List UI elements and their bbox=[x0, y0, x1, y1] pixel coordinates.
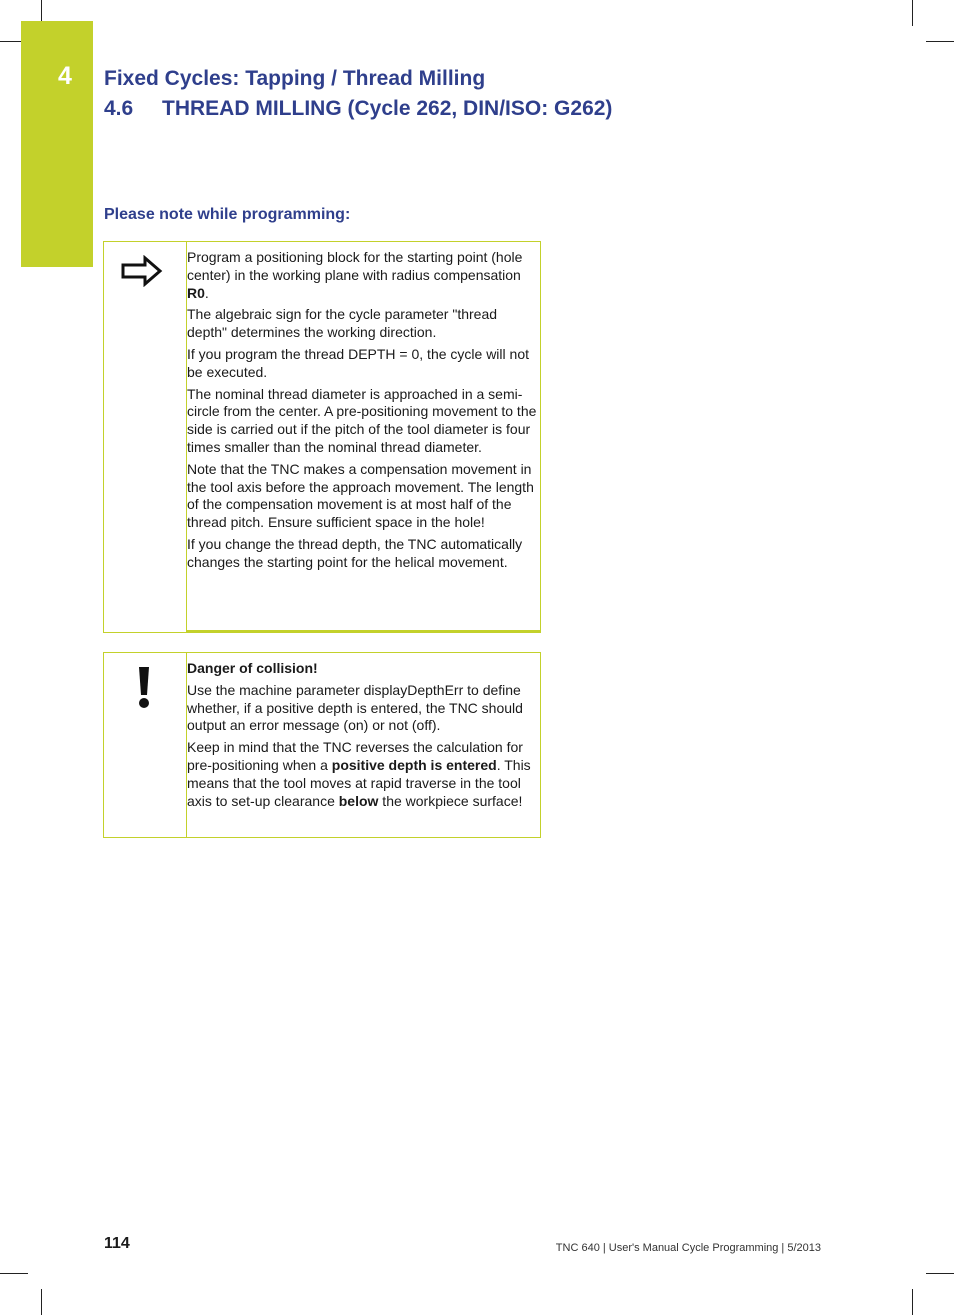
note-paragraph bbox=[187, 249, 537, 302]
divider bbox=[186, 630, 540, 633]
note-text bbox=[187, 249, 537, 576]
exclamation-icon bbox=[134, 665, 154, 716]
footer-text: TNC 640 | User's Manual Cycle Programming | 5/2013 bbox=[555, 1242, 821, 1254]
section-number: 4.6 bbox=[104, 97, 134, 120]
warning-paragraph bbox=[187, 739, 537, 810]
note-paragraph: The algebraic sign for the cycle parameter "thread depth" determines the working direction. bbox=[187, 306, 498, 341]
note-paragraph: If you program the thread DEPTH = 0, the cycle will not be executed. bbox=[187, 345, 529, 380]
warning-title-text: Danger of collision! bbox=[187, 660, 318, 676]
note-text-run: Program a positioning block for the starting point (hole center) in the working plane with radius compensation bbox=[187, 249, 523, 283]
warning-text bbox=[187, 660, 537, 814]
note-paragraph: If you change the thread depth, the TNC automatically changes the starting point for the helical movement. bbox=[187, 535, 523, 570]
crop-mark bbox=[0, 1273, 28, 1274]
warning-bold-run: below bbox=[338, 792, 379, 809]
chapter-tab bbox=[21, 21, 93, 267]
warning-text-run: . This means that the tool moves at rapid traverse in the tool axis to set-up clearance bbox=[187, 756, 531, 809]
section-title-text: THREAD MILLING (Cycle 262, DIN/ISO: G262) bbox=[162, 97, 613, 120]
section-title bbox=[104, 97, 612, 121]
page-number: 114 bbox=[104, 1235, 130, 1252]
note-bold-run: R0 bbox=[187, 284, 205, 301]
warning-box bbox=[103, 652, 541, 838]
crop-mark bbox=[926, 41, 954, 42]
chapter-number: 4 bbox=[58, 62, 72, 90]
warning-title bbox=[187, 660, 537, 678]
warning-text-run: the workpiece surface! bbox=[378, 792, 523, 809]
crop-mark bbox=[912, 1289, 913, 1315]
arrow-right-icon bbox=[120, 255, 164, 292]
crop-mark bbox=[926, 1273, 954, 1274]
crop-mark bbox=[41, 1289, 42, 1315]
subheading: Please note while programming: bbox=[104, 206, 351, 223]
warning-text-run: Keep in mind that the TNC reverses the calculation for pre-positioning when a bbox=[187, 739, 523, 773]
note-text-run: . bbox=[204, 284, 209, 301]
chapter-title: Fixed Cycles: Tapping / Thread Milling bbox=[104, 67, 486, 90]
note-box bbox=[103, 241, 541, 633]
crop-mark bbox=[912, 0, 913, 26]
note-paragraph: Note that the TNC makes a compensation movement in the tool axis before the approach movement. The length of the compensation movement is at most half of the thread pitch. Ensure sufficient space in the hole! bbox=[187, 460, 534, 531]
warning-paragraph: Use the machine parameter displayDepthErr to define whether, if a positive depth is entered, the TNC should output an error message (on) or not (off). bbox=[187, 681, 523, 734]
warning-bold-run: positive depth is entered bbox=[331, 756, 497, 773]
note-paragraph: The nominal thread diameter is approached in a semi-circle from the center. A pre-positioning movement to the side is carried out if the pitch of the tool diameter is four times smaller than the nominal thread diameter. bbox=[187, 385, 537, 455]
